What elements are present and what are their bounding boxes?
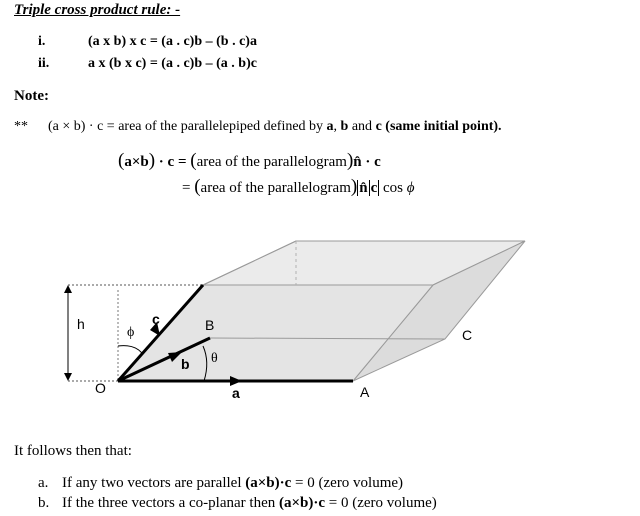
item-a-expr: (a×b)·c: [245, 475, 292, 491]
eq1-area: area of the parallelogram: [196, 154, 347, 170]
eq1-cross: a×b: [124, 154, 149, 170]
item-b-pre: If the three vectors a co-planar then: [62, 495, 279, 511]
label-theta: θ: [211, 351, 218, 366]
label-b: b: [181, 356, 190, 372]
label-c: c: [152, 311, 160, 327]
note-vector-b: b: [340, 119, 349, 134]
rule-formula-2: a x (b x c) = (a . c)b – (a . b)c: [88, 56, 257, 71]
item-letter-a: a.: [38, 475, 49, 491]
label-C: C: [462, 327, 473, 343]
eq2-phi: ϕ: [406, 180, 415, 196]
eq2-close-paren: ): [350, 176, 358, 197]
note-vector-c: c: [375, 119, 382, 134]
item-letter-b: b.: [38, 495, 50, 511]
follows-text: It follows then that:: [14, 443, 132, 459]
eq1-close-paren-2: ): [346, 150, 354, 171]
rule-number-2: ii.: [38, 56, 50, 71]
note-comma: ,: [333, 119, 341, 134]
label-O: O: [95, 380, 106, 396]
note-stars: **: [14, 119, 28, 134]
item-b-post: = 0 (zero volume): [325, 495, 437, 511]
eq1-dot-c: · c =: [158, 154, 191, 170]
page-title: Triple cross product rule: -: [14, 2, 181, 18]
label-h: h: [77, 316, 85, 332]
eq1-close-paren: ): [148, 150, 156, 171]
label-A: A: [360, 384, 370, 400]
item-text-b: [62, 495, 437, 512]
note-and: and: [348, 119, 376, 134]
note-prefix: (a × b) · c = area of the parallelepiped defined by: [48, 119, 327, 134]
note-suffix: (same initial point).: [381, 119, 502, 134]
label-a: a: [232, 385, 240, 401]
eq2-open-paren: (: [194, 176, 201, 197]
eq1-open-paren: (: [118, 150, 125, 171]
item-text-a: [62, 475, 403, 492]
item-a-pre: If any two vectors are parallel: [62, 475, 246, 491]
eq1-nhat: n̂: [353, 154, 362, 170]
eq2-area: area of the parallelogram: [200, 180, 351, 196]
eq2-nhat: n̂: [359, 180, 368, 196]
note-vector-a: a: [326, 119, 334, 134]
rule-number-1: i.: [38, 34, 46, 49]
note-heading: Note:: [14, 88, 49, 104]
eq2-cos: cos: [382, 180, 403, 196]
eq1-tail: · c: [361, 154, 381, 170]
label-B: B: [205, 317, 215, 333]
label-phi: ϕ: [127, 325, 135, 340]
item-b-expr: (a×b)·c: [278, 495, 326, 511]
eq2-equals: =: [182, 180, 195, 196]
eq1-open-paren-2: (: [190, 150, 197, 171]
rule-formula-1: (a x b) x c = (a . c)b – (b . c)a: [88, 34, 257, 49]
item-a-post: = 0 (zero volume): [291, 475, 404, 491]
eq2-c: c: [370, 180, 378, 196]
